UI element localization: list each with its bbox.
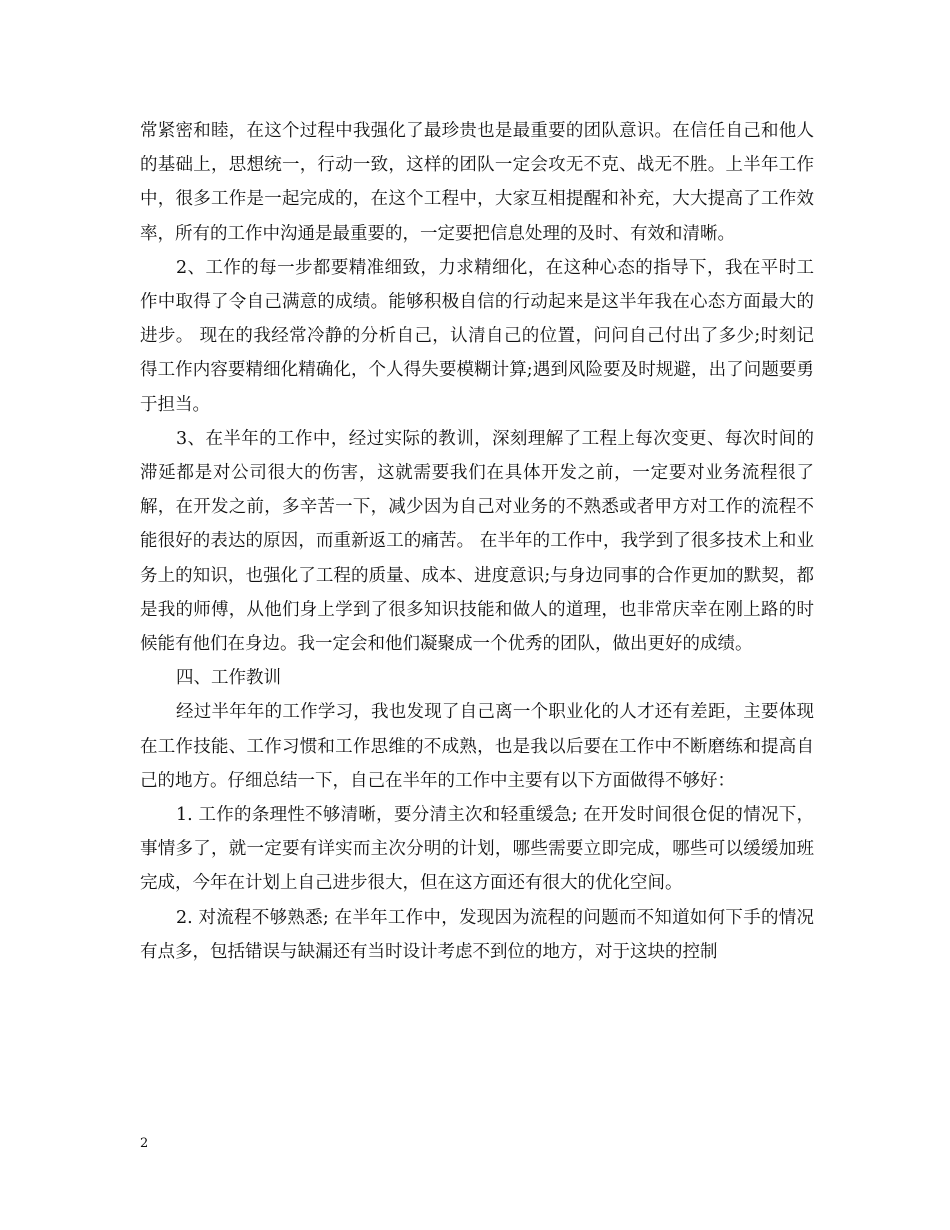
paragraph-lesson-1: 1. 工作的条理性不够清晰，要分清主次和轻重缓急; 在开发时间很仓促的情况下，事情多了，就一定要有详实而主次分明的计划，哪些需要立即完成，哪些可以缓缓加班完成，今年在计划上自己进步很大，但在这方面还有很大的优化空间。 — [140, 805, 814, 894]
section-heading-lessons: 四、工作教训 — [176, 668, 281, 689]
document-body — [140, 114, 814, 969]
paragraph-lessons-intro: 经过半年年的工作学习，我也发现了自己离一个职业化的人才还有差距，主要体现在工作技能、工作习惯和工作思维的不成熟，也是我以后要在工作中不断磨练和提高自己的地方。仔细总结一下，自己在半年的工作中主要有以下方面做得不够好： — [140, 702, 814, 791]
paragraph-point-2: 2、工作的每一步都要精准细致，力求精细化，在这种心态的指导下，我在平时工作中取得了令自己满意的成绩。能够积极自信的行动起来是这半年我在心态方面最大的进步。 现在的我经常冷静的分析自己，认清自己的位置，问问自己付出了多少;时刻记得工作内容要精细化精确化，个人得失要模糊计算;遇到风险要及时规避，出了问题要勇于担当。 — [140, 257, 814, 415]
paragraph-lesson-2: 2. 对流程不够熟悉; 在半年工作中，发现因为流程的问题而不知道如何下手的情况有点多，包括错误与缺漏还有当时设计考虑不到位的地方，对于这块的控制 — [140, 907, 814, 962]
page-number: 2 — [140, 1136, 149, 1151]
paragraph-continuation: 常紧密和睦，在这个过程中我强化了最珍贵也是最重要的团队意识。在信任自己和他人的基础上，思想统一，行动一致，这样的团队一定会攻无不克、战无不胜。上半年工作中，很多工作是一起完成的，在这个工程中，大家互相提醒和补充，大大提高了工作效率，所有的工作中沟通是最重要的，一定要把信息处理的及时、有效和清晰。 — [140, 121, 814, 244]
paragraph-point-3: 3、在半年的工作中，经过实际的教训，深刻理解了工程上每次变更、每次时间的滞延都是对公司很大的伤害，这就需要我们在具体开发之前，一定要对业务流程很了解，在开发之前，多辛苦一下，减少因为自己对业务的不熟悉或者甲方对工作的流程不能很好的表达的原因，而重新返工的痛苦。 在半年的工作中，我学到了很多技术上和业务上的知识，也强化了工程的质量、成本、进度意识;与身边同事的合作更加的默契，都是我的师傅，从他们身上学到了很多知识技能和做人的道理，也非常庆幸在刚上路的时候能有他们在身边。我一定会和他们凝聚成一个优秀的团队，做出更好的成绩。 — [140, 428, 814, 655]
